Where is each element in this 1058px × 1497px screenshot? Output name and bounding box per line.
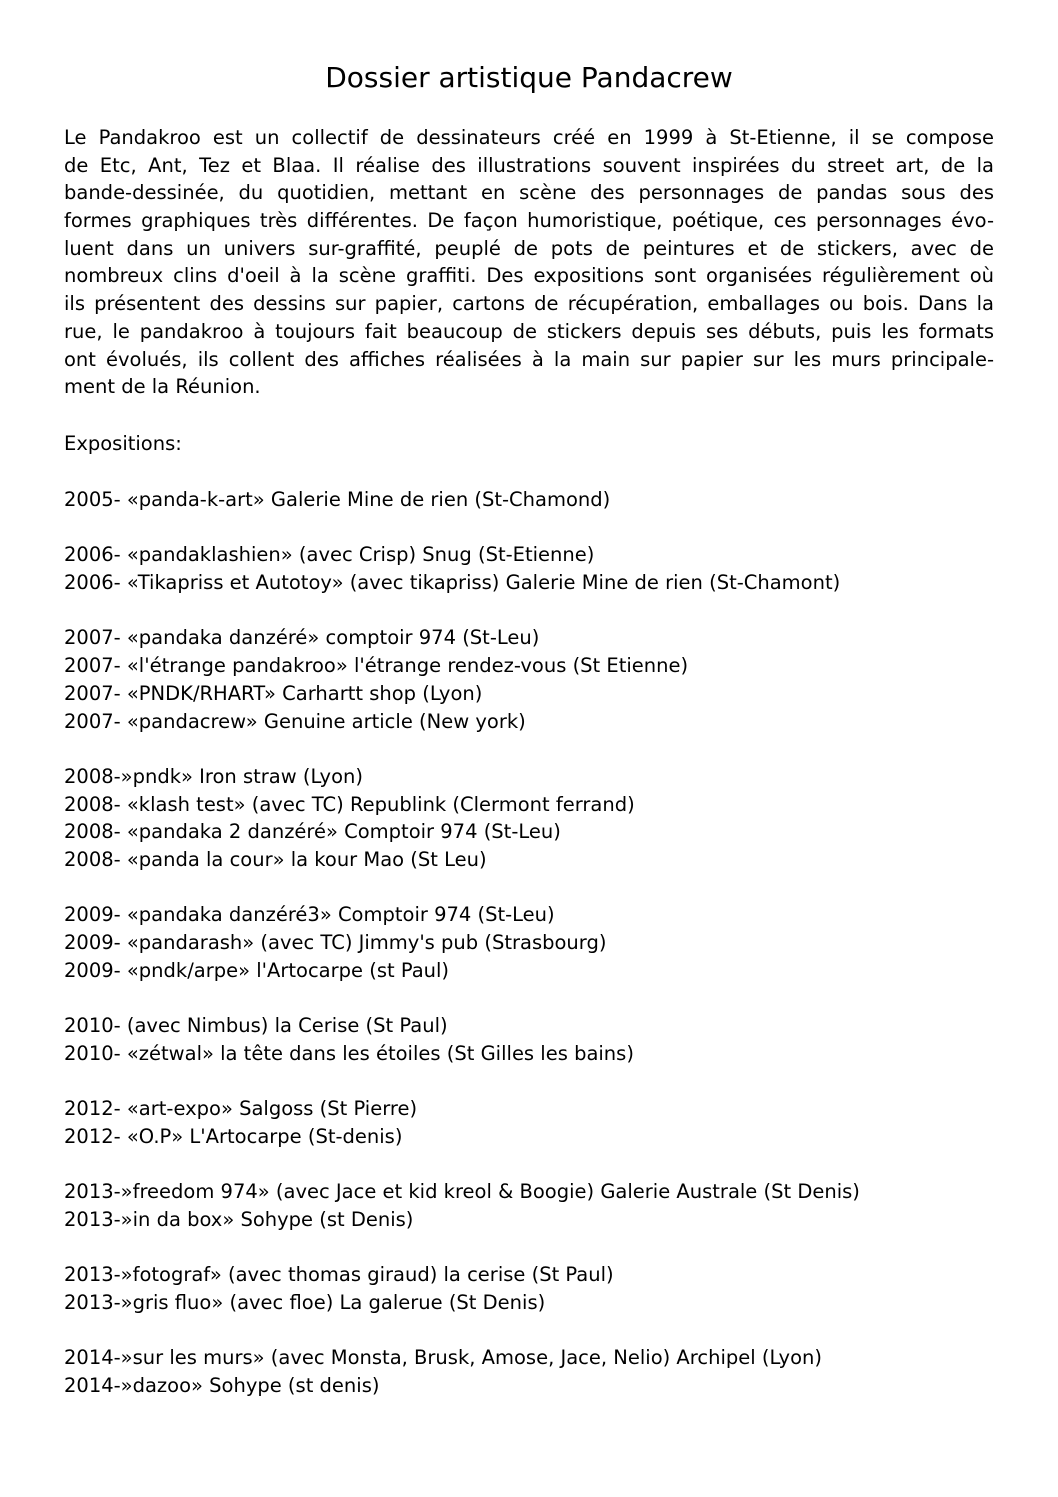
- exposition-year-group: [64, 1261, 1004, 1316]
- intro-line: formes graphiques très différentes. De façon humoristique, poétique, ces personnages évo-: [64, 209, 994, 233]
- exposition-year-group: [64, 486, 1004, 514]
- exposition-entry: 2008-»pndk» Iron straw (Lyon): [64, 764, 363, 788]
- exposition-entry: 2013-»gris fluo» (avec floe) La galerue (St Denis): [64, 1290, 546, 1314]
- intro-line: ont évolués, ils collent des affiches réalisées à la main sur papier sur les murs principale-: [64, 347, 994, 371]
- intro-line: ils présentent des dessins sur papier, cartons de récupération, emballages ou bois. Dans la: [64, 292, 994, 316]
- exposition-entry: 2012- «art-expo» Salgoss (St Pierre): [64, 1097, 418, 1121]
- intro-line: de Etc, Ant, Tez et Blaa. Il réalise des illustrations souvent inspirées du street art, de la: [64, 153, 994, 177]
- exposition-entry: 2013-»in da box» Sohype (st Denis): [64, 1207, 414, 1231]
- intro-paragraph: [64, 124, 994, 401]
- exposition-entry: 2008- «panda la cour» la kour Mao (St Leu): [64, 847, 487, 871]
- page-title: Dossier artistique Pandacrew: [325, 61, 733, 94]
- intro-line: Le Pandakroo est un collectif de dessinateurs créé en 1999 à St-Etienne, il se compose: [64, 126, 994, 149]
- exposition-entry: 2009- «pandaka danzéré3» Comptoir 974 (St-Leu): [64, 903, 555, 927]
- exposition-entry: 2007- «l'étrange pandakroo» l'étrange rendez-vous (St Etienne): [64, 654, 689, 678]
- exposition-year-group: [64, 624, 1004, 735]
- expositions-list: [64, 486, 1004, 1427]
- intro-line: luent dans un univers sur-graffité, peuplé de pots de peintures et de stickers, avec de: [64, 236, 994, 260]
- exposition-entry: 2009- «pndk/arpe» l'Artocarpe (st Paul): [64, 958, 450, 982]
- exposition-year-group: [64, 1012, 1004, 1067]
- exposition-entry: 2008- «klash test» (avec TC) Republink (Clermont ferrand): [64, 792, 635, 816]
- exposition-entry: 2013-»fotograf» (avec thomas giraud) la cerise (St Paul): [64, 1263, 614, 1287]
- exposition-entry: 2006- «pandaklashien» (avec Crisp) Snug (St-Etienne): [64, 543, 595, 567]
- exposition-entry: 2006- «Tikapriss et Autotoy» (avec tikapriss) Galerie Mine de rien (St-Chamont): [64, 571, 841, 595]
- intro-line: ment de la Réunion.: [64, 375, 261, 399]
- exposition-entry: 2014-»sur les murs» (avec Monsta, Brusk, Amose, Jace, Nelio) Archipel (Lyon): [64, 1346, 822, 1370]
- exposition-entry: 2007- «PNDK/RHART» Carhartt shop (Lyon): [64, 681, 483, 705]
- exposition-entry: 2012- «O.P» L'Artocarpe (St-denis): [64, 1124, 403, 1148]
- intro-line: nombreux clins d'oeil à la scène graffiti. Des expositions sont organisées régulièrement où: [64, 264, 994, 288]
- exposition-year-group: [64, 1344, 1004, 1399]
- exposition-entry: 2014-»dazoo» Sohype (st denis): [64, 1374, 380, 1397]
- exposition-entry: 2013-»freedom 974» (avec Jace et kid kreol & Boogie) Galerie Australe (St Denis): [64, 1180, 860, 1204]
- exposition-year-group: [64, 541, 1004, 596]
- intro-line: rue, le pandakroo à toujours fait beaucoup de stickers depuis ses débuts, puis les formats: [64, 319, 994, 343]
- exposition-entry: 2005- «panda-k-art» Galerie Mine de rien (St-Chamond): [64, 488, 611, 511]
- exposition-year-group: [64, 1095, 1004, 1150]
- expositions-heading: Expositions:: [64, 432, 182, 455]
- exposition-entry: 2007- «pandaka danzéré» comptoir 974 (St-Leu): [64, 626, 540, 650]
- intro-line: bande-dessinée, du quotidien, mettant en scène des personnages de pandas sous des: [64, 181, 994, 205]
- exposition-entry: 2007- «pandacrew» Genuine article (New york): [64, 709, 526, 733]
- exposition-entry: 2010- (avec Nimbus) la Cerise (St Paul): [64, 1014, 448, 1038]
- exposition-entry: 2010- «zétwal» la tête dans les étoiles (St Gilles les bains): [64, 1041, 634, 1065]
- exposition-entry: 2009- «pandarash» (avec TC) Jimmy's pub (Strasbourg): [64, 931, 607, 954]
- exposition-year-group: [64, 1178, 1004, 1233]
- exposition-year-group: [64, 763, 1004, 874]
- exposition-year-group: [64, 901, 1004, 984]
- exposition-entry: 2008- «pandaka 2 danzéré» Comptoir 974 (St-Leu): [64, 820, 561, 844]
